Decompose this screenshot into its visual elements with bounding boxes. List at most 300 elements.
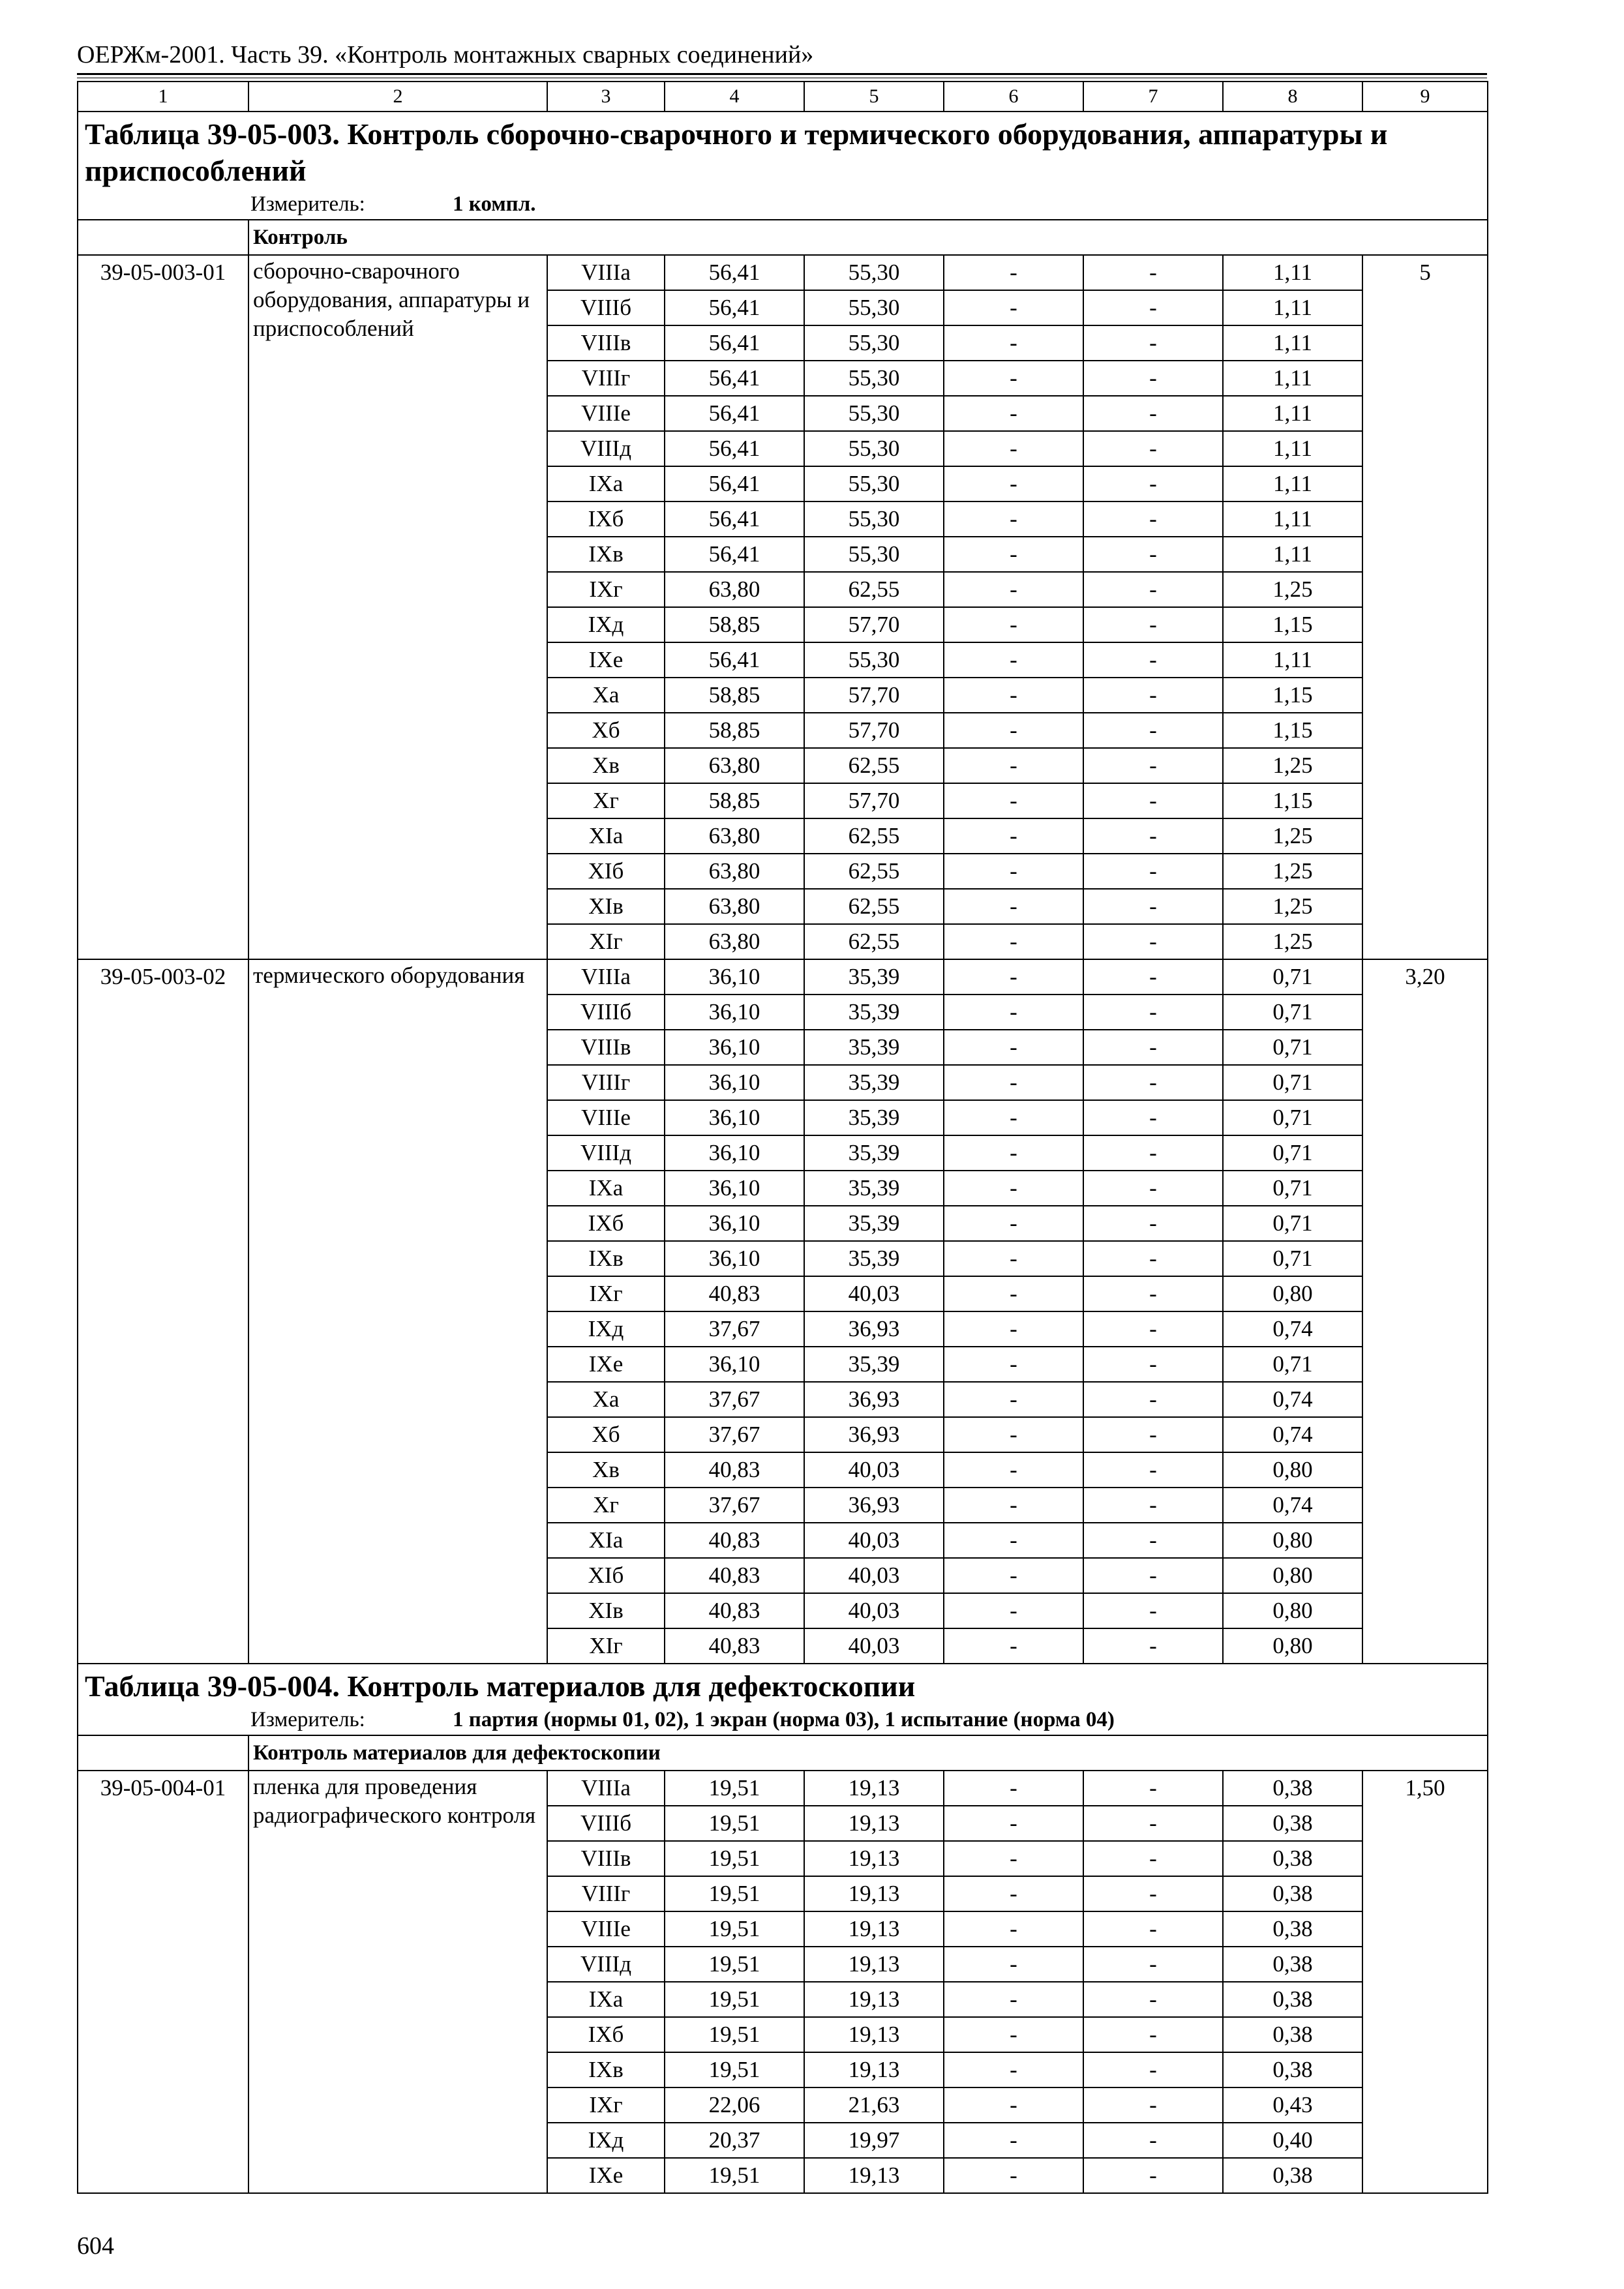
table-cell: 35,39 [804, 959, 944, 995]
table-cell: - [1083, 607, 1223, 642]
table-cell: IXб [547, 2017, 665, 2052]
table-cell: - [1083, 537, 1223, 572]
table-cell: XIг [547, 1628, 665, 1664]
table-cell: - [1083, 1558, 1223, 1593]
table-cell: 35,39 [804, 1347, 944, 1382]
table-cell: 62,55 [804, 924, 944, 959]
table-cell: - [944, 1417, 1083, 1452]
table-cell: 19,13 [804, 1771, 944, 1806]
measure-label: Измеритель: [250, 192, 365, 216]
table-cell: IXе [547, 2158, 665, 2193]
work-name: сборочно-сварочного оборудования, аппаратуры и приспособлений [248, 255, 547, 959]
table-cell: 36,10 [665, 1135, 804, 1171]
table-cell: 56,41 [665, 290, 804, 325]
table-cell: - [944, 1030, 1083, 1065]
table-cell: 0,38 [1223, 2158, 1362, 2193]
column-number: 6 [944, 82, 1083, 112]
table-cell: - [1083, 572, 1223, 607]
table-cell: - [1083, 290, 1223, 325]
table-cell: - [1083, 1241, 1223, 1276]
table-cell: 56,41 [665, 396, 804, 431]
section-title: Контроль [248, 220, 1488, 255]
table-cell: 35,39 [804, 1065, 944, 1100]
table-cell: VIIIе [547, 396, 665, 431]
table-cell: - [1083, 642, 1223, 678]
table-cell: 35,39 [804, 1135, 944, 1171]
table-cell: - [944, 1911, 1083, 1947]
table-cell: - [944, 537, 1083, 572]
table-title: Таблица 39-05-003. Контроль сборочно-сварочного и термического оборудования, аппаратуры и приспособлений [78, 112, 1488, 189]
table-cell: 1,25 [1223, 924, 1362, 959]
table-cell: 19,51 [665, 2158, 804, 2193]
table-cell: IXд [547, 607, 665, 642]
table-row [78, 1771, 1488, 1806]
table-cell: 1,11 [1223, 431, 1362, 466]
table-cell: - [1083, 783, 1223, 818]
table-cell: VIIIд [547, 1135, 665, 1171]
table-cell: - [1083, 1628, 1223, 1664]
table-cell: IXе [547, 642, 665, 678]
table-cell: 0,74 [1223, 1488, 1362, 1523]
table-cell: Xб [547, 1417, 665, 1452]
table-cell: - [944, 1382, 1083, 1417]
table-cell: 1,25 [1223, 889, 1362, 924]
table-cell: - [1083, 1911, 1223, 1947]
table-cell: - [1083, 2087, 1223, 2123]
table-cell: 40,03 [804, 1593, 944, 1628]
table-cell: 0,71 [1223, 1065, 1362, 1100]
table-cell: 36,10 [665, 959, 804, 995]
table-cell: - [1083, 889, 1223, 924]
table-cell: - [944, 572, 1083, 607]
table-cell: 0,38 [1223, 2052, 1362, 2087]
table-cell: - [944, 1628, 1083, 1664]
table-cell: 1,11 [1223, 361, 1362, 396]
table-cell: VIIIа [547, 959, 665, 995]
table-cell: XIв [547, 889, 665, 924]
table-cell: 35,39 [804, 1206, 944, 1241]
table-cell: - [1083, 1876, 1223, 1911]
table-cell: - [944, 818, 1083, 854]
table-cell: 56,41 [665, 431, 804, 466]
table-cell: 1,15 [1223, 678, 1362, 713]
table-cell: VIIIб [547, 1806, 665, 1841]
table-cell: - [944, 1488, 1083, 1523]
table-cell: 55,30 [804, 290, 944, 325]
table-cell: - [1083, 1276, 1223, 1311]
table-cell: 0,38 [1223, 1876, 1362, 1911]
table-cell: - [944, 1841, 1083, 1876]
table-cell: - [944, 748, 1083, 783]
table-cell: 19,51 [665, 1947, 804, 1982]
table-cell: 1,11 [1223, 642, 1362, 678]
header-rule [77, 73, 1487, 75]
page-number: 604 [77, 2232, 114, 2260]
table-cell: 35,39 [804, 1100, 944, 1135]
table-cell: 0,71 [1223, 959, 1362, 995]
table-cell: - [1083, 1523, 1223, 1558]
table-cell: 63,80 [665, 818, 804, 854]
norm-value: 3,20 [1362, 959, 1488, 1664]
table-cell: 62,55 [804, 748, 944, 783]
table-cell: 63,80 [665, 854, 804, 889]
measure-cell [78, 189, 1488, 220]
table-cell: 1,11 [1223, 255, 1362, 290]
column-number: 9 [1362, 82, 1488, 112]
table-cell: Xа [547, 678, 665, 713]
table-cell: IXг [547, 2087, 665, 2123]
table-cell: - [944, 1347, 1083, 1382]
norm-code: 39-05-003-01 [78, 255, 248, 959]
table-cell: 37,67 [665, 1417, 804, 1452]
table-cell: - [1083, 2158, 1223, 2193]
table-cell: XIа [547, 818, 665, 854]
table-cell: 62,55 [804, 889, 944, 924]
table-cell: 0,38 [1223, 1947, 1362, 1982]
table-cell: 40,83 [665, 1452, 804, 1488]
table-cell: 58,85 [665, 678, 804, 713]
table-cell: - [1083, 818, 1223, 854]
table-cell: 37,67 [665, 1488, 804, 1523]
table-cell: 0,71 [1223, 1241, 1362, 1276]
table-cell: 57,70 [804, 783, 944, 818]
table-cell: Xг [547, 783, 665, 818]
table-cell: - [1083, 2052, 1223, 2087]
table-cell: 56,41 [665, 537, 804, 572]
table-cell: 56,41 [665, 325, 804, 361]
table-cell: 0,38 [1223, 2017, 1362, 2052]
table-cell: XIг [547, 924, 665, 959]
table-cell: XIб [547, 854, 665, 889]
table-cell: 0,71 [1223, 995, 1362, 1030]
table-cell: - [944, 1806, 1083, 1841]
table-cell: - [944, 924, 1083, 959]
table-cell: 0,71 [1223, 1135, 1362, 1171]
table-row [78, 255, 1488, 290]
table-cell: - [1083, 1171, 1223, 1206]
table-cell: Xа [547, 1382, 665, 1417]
table-cell: 55,30 [804, 501, 944, 537]
table-cell: - [1083, 466, 1223, 501]
table-cell: - [944, 1876, 1083, 1911]
table-cell: - [944, 1947, 1083, 1982]
table-cell: 19,51 [665, 1876, 804, 1911]
table-title-row [78, 1664, 1488, 1705]
column-number: 4 [665, 82, 804, 112]
table-cell: - [944, 713, 1083, 748]
table-cell: 55,30 [804, 537, 944, 572]
column-number: 5 [804, 82, 944, 112]
measure-cell [78, 1705, 1488, 1735]
table-cell: 55,30 [804, 466, 944, 501]
table-cell: 55,30 [804, 255, 944, 290]
table-cell: 63,80 [665, 889, 804, 924]
measure-label: Измеритель: [250, 1708, 365, 1731]
table-cell: 40,03 [804, 1628, 944, 1664]
table-cell: - [1083, 2123, 1223, 2158]
table-cell: 0,80 [1223, 1628, 1362, 1664]
table-cell: 1,25 [1223, 854, 1362, 889]
table-cell: - [1083, 1311, 1223, 1347]
table-cell: - [1083, 361, 1223, 396]
table-cell: IXд [547, 2123, 665, 2158]
table-cell: 0,38 [1223, 1841, 1362, 1876]
table-cell: - [944, 1558, 1083, 1593]
section-spacer [78, 1735, 248, 1771]
table-cell: VIIIе [547, 1100, 665, 1135]
table-cell: Xб [547, 713, 665, 748]
table-cell: 37,67 [665, 1311, 804, 1347]
table-cell: 36,93 [804, 1311, 944, 1347]
table-cell: - [1083, 396, 1223, 431]
table-cell: - [944, 1206, 1083, 1241]
table-cell: 40,83 [665, 1593, 804, 1628]
table-cell: 35,39 [804, 1171, 944, 1206]
table-cell: - [1083, 959, 1223, 995]
table-cell: IXб [547, 1206, 665, 1241]
table-cell: 0,38 [1223, 1806, 1362, 1841]
table-cell: 0,80 [1223, 1523, 1362, 1558]
table-cell: 0,80 [1223, 1593, 1362, 1628]
table-cell: 40,83 [665, 1523, 804, 1558]
table-cell: 0,38 [1223, 1982, 1362, 2017]
table-cell: 55,30 [804, 396, 944, 431]
table-cell: XIа [547, 1523, 665, 1558]
table-cell: - [944, 642, 1083, 678]
table-cell: VIIIв [547, 325, 665, 361]
table-cell: - [944, 783, 1083, 818]
table-cell: - [944, 1276, 1083, 1311]
table-cell: 62,55 [804, 818, 944, 854]
table-cell: - [1083, 854, 1223, 889]
table-cell: 1,25 [1223, 818, 1362, 854]
table-cell: 19,51 [665, 1911, 804, 1947]
table-cell: 19,13 [804, 2158, 944, 2193]
table-cell: 1,11 [1223, 290, 1362, 325]
table-cell: 57,70 [804, 607, 944, 642]
table-cell: 40,03 [804, 1523, 944, 1558]
table-cell: - [1083, 501, 1223, 537]
table-cell: IXб [547, 501, 665, 537]
table-cell: - [944, 290, 1083, 325]
table-cell: IXв [547, 2052, 665, 2087]
table-cell: - [944, 1523, 1083, 1558]
table-cell: 40,03 [804, 1558, 944, 1593]
table-cell: 63,80 [665, 924, 804, 959]
table-cell: - [944, 995, 1083, 1030]
table-cell: 40,03 [804, 1452, 944, 1488]
table-cell: 36,10 [665, 1100, 804, 1135]
work-name: термического оборудования [248, 959, 547, 1664]
table-title: Таблица 39-05-004. Контроль материалов для дефектоскопии [78, 1664, 1488, 1705]
table-cell: 0,43 [1223, 2087, 1362, 2123]
table-cell: - [1083, 1100, 1223, 1135]
table-cell: VIIIд [547, 431, 665, 466]
table-row [78, 959, 1488, 995]
table-cell: VIIIв [547, 1030, 665, 1065]
table-cell: 1,11 [1223, 325, 1362, 361]
table-cell: 1,25 [1223, 748, 1362, 783]
table-cell: VIIIе [547, 1911, 665, 1947]
table-cell: - [1083, 713, 1223, 748]
table-cell: 36,10 [665, 1171, 804, 1206]
table-cell: - [1083, 1771, 1223, 1806]
table-cell: 56,41 [665, 501, 804, 537]
table-cell: 56,41 [665, 466, 804, 501]
table-cell: 0,74 [1223, 1382, 1362, 1417]
table-cell: 36,93 [804, 1488, 944, 1523]
table-cell: 19,51 [665, 1771, 804, 1806]
table-cell: 0,40 [1223, 2123, 1362, 2158]
table-cell: Xг [547, 1488, 665, 1523]
table-cell: - [944, 1771, 1083, 1806]
table-cell: 19,13 [804, 1806, 944, 1841]
table-cell: VIIIд [547, 1947, 665, 1982]
table-cell: 36,93 [804, 1417, 944, 1452]
table-title-row [78, 112, 1488, 189]
table-cell: 19,51 [665, 2052, 804, 2087]
table-cell: - [944, 1311, 1083, 1347]
table-cell: - [1083, 1593, 1223, 1628]
table-cell: - [944, 466, 1083, 501]
table-cell: - [944, 1171, 1083, 1206]
table-cell: 19,13 [804, 2052, 944, 2087]
table-cell: - [1083, 325, 1223, 361]
page-header: ОЕРЖм-2001. Часть 39. «Контроль монтажных сварных соединений» [77, 41, 814, 68]
table-cell: VIIIб [547, 290, 665, 325]
table-cell: - [944, 1241, 1083, 1276]
norm-value: 1,50 [1362, 1771, 1488, 2193]
table-cell: 19,51 [665, 1806, 804, 1841]
table-cell: 1,15 [1223, 607, 1362, 642]
table-cell: VIIIа [547, 1771, 665, 1806]
table-cell: - [1083, 2017, 1223, 2052]
table-cell: - [944, 1135, 1083, 1171]
table-cell: 36,10 [665, 1347, 804, 1382]
table-cell: - [1083, 1452, 1223, 1488]
table-cell: 0,80 [1223, 1276, 1362, 1311]
measure-row [78, 1705, 1488, 1735]
section-spacer [78, 220, 248, 255]
table-cell: 36,93 [804, 1382, 944, 1417]
table-cell: 55,30 [804, 431, 944, 466]
table-cell: - [1083, 748, 1223, 783]
table-cell: - [1083, 1135, 1223, 1171]
table-cell: 36,10 [665, 1241, 804, 1276]
table-cell: 1,25 [1223, 572, 1362, 607]
table-cell: - [944, 2158, 1083, 2193]
table-cell: 55,30 [804, 325, 944, 361]
table-cell: 0,80 [1223, 1452, 1362, 1488]
table-cell: VIIIв [547, 1841, 665, 1876]
table-cell: 0,38 [1223, 1771, 1362, 1806]
table-cell: 19,13 [804, 1982, 944, 2017]
table-cell: 1,11 [1223, 501, 1362, 537]
table-cell: 19,51 [665, 1982, 804, 2017]
table-cell: 36,10 [665, 995, 804, 1030]
table-cell: IXа [547, 1171, 665, 1206]
table-cell: 19,51 [665, 2017, 804, 2052]
table-cell: - [944, 854, 1083, 889]
table-cell: 22,06 [665, 2087, 804, 2123]
table-cell: - [944, 2017, 1083, 2052]
table-cell: - [1083, 1347, 1223, 1382]
table-cell: - [1083, 1488, 1223, 1523]
table-cell: 40,03 [804, 1276, 944, 1311]
table-cell: - [944, 1982, 1083, 2017]
table-cell: - [1083, 995, 1223, 1030]
column-number-row [78, 82, 1488, 112]
table-cell: - [1083, 1806, 1223, 1841]
table-cell: Xв [547, 748, 665, 783]
table-cell: 0,71 [1223, 1206, 1362, 1241]
table-cell: - [1083, 1030, 1223, 1065]
table-cell: - [944, 431, 1083, 466]
section-row [78, 220, 1488, 255]
table-cell: 56,41 [665, 361, 804, 396]
table-cell: 19,13 [804, 1876, 944, 1911]
column-number: 1 [78, 82, 248, 112]
measure-row [78, 189, 1488, 220]
table-cell: - [1083, 1982, 1223, 2017]
table-cell: 62,55 [804, 854, 944, 889]
table-cell: 0,71 [1223, 1171, 1362, 1206]
norm-code: 39-05-003-02 [78, 959, 248, 1664]
table-cell: - [944, 255, 1083, 290]
table-cell: 36,10 [665, 1030, 804, 1065]
table-cell: - [944, 678, 1083, 713]
table-cell: 0,71 [1223, 1100, 1362, 1135]
table-cell: - [944, 2123, 1083, 2158]
measure-value: 1 компл. [453, 192, 536, 216]
section-row [78, 1735, 1488, 1771]
table-cell: - [1083, 924, 1223, 959]
table-cell: - [944, 396, 1083, 431]
table-cell: 63,80 [665, 748, 804, 783]
table-cell: - [944, 607, 1083, 642]
table-cell: 57,70 [804, 713, 944, 748]
table-cell: - [944, 1065, 1083, 1100]
table-cell: IXа [547, 1982, 665, 2017]
table-cell: VIIIг [547, 1876, 665, 1911]
table-cell: IXв [547, 1241, 665, 1276]
table-cell: IXв [547, 537, 665, 572]
table-cell: 36,10 [665, 1065, 804, 1100]
column-number: 2 [248, 82, 547, 112]
table-cell: 19,13 [804, 2017, 944, 2052]
table-cell: VIIIг [547, 1065, 665, 1100]
table-cell: 19,13 [804, 1947, 944, 1982]
table-cell: 40,83 [665, 1558, 804, 1593]
table-cell: Xв [547, 1452, 665, 1488]
table-cell: 19,97 [804, 2123, 944, 2158]
table-cell: XIб [547, 1558, 665, 1593]
norms-table [77, 81, 1488, 2194]
table-cell: - [1083, 678, 1223, 713]
table-cell: IXе [547, 1347, 665, 1382]
table-cell: IXд [547, 1311, 665, 1347]
norm-code: 39-05-004-01 [78, 1771, 248, 2193]
table-cell: 63,80 [665, 572, 804, 607]
table-cell: 1,11 [1223, 396, 1362, 431]
table-cell: 56,41 [665, 642, 804, 678]
table-cell: - [1083, 1065, 1223, 1100]
table-cell: - [944, 361, 1083, 396]
table-cell: - [944, 2087, 1083, 2123]
table-cell: - [1083, 1206, 1223, 1241]
table-cell: 62,55 [804, 572, 944, 607]
table-cell: 0,71 [1223, 1347, 1362, 1382]
